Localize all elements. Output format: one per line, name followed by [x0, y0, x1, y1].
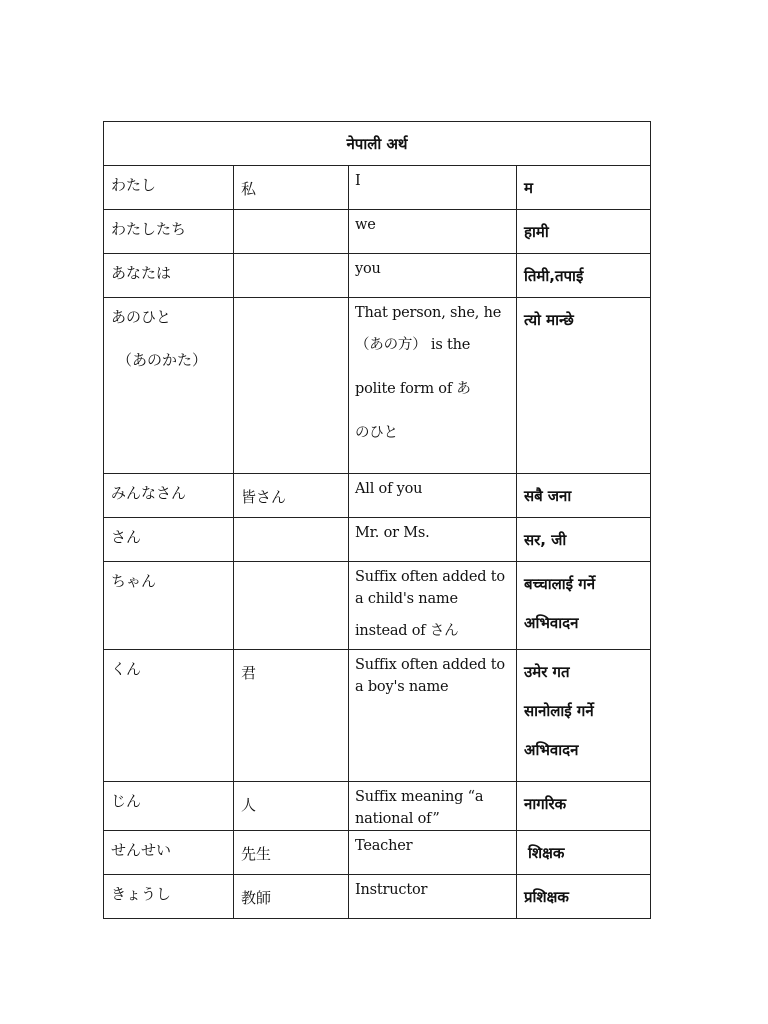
- table-row: [104, 875, 651, 919]
- kanji-cell: [234, 298, 349, 474]
- english-cell: [349, 298, 517, 474]
- table-row: [104, 298, 651, 474]
- english-cell: Suffix often added to a boy's name: [349, 650, 517, 782]
- english-note: のひと: [355, 425, 398, 441]
- english-cell: I: [349, 166, 517, 210]
- nepali-cell: [517, 650, 651, 782]
- kanji-cell: [234, 254, 349, 298]
- table-row: [104, 166, 651, 210]
- reading-cell: せんせい: [104, 831, 234, 875]
- reading-cell: みんなさん: [104, 474, 234, 518]
- nepali-text: बच्चालाई गर्ने: [524, 575, 596, 593]
- nepali-cell: सर, जी: [517, 518, 651, 562]
- kanji-cell: 教師: [234, 875, 349, 919]
- english-cell: Suffix meaning “a national of”: [349, 782, 517, 831]
- kanji-cell: [234, 210, 349, 254]
- english-cell: you: [349, 254, 517, 298]
- english-cell: All of you: [349, 474, 517, 518]
- nepali-text: सानोलाई गर्ने: [524, 702, 594, 720]
- english-cell: [349, 562, 517, 650]
- reading-cell: くん: [104, 650, 234, 782]
- nepali-cell: नागरिक: [517, 782, 651, 831]
- nepali-cell: म: [517, 166, 651, 210]
- reading-cell: あなたは: [104, 254, 234, 298]
- reading-cell: さん: [104, 518, 234, 562]
- reading-cell: ちゃん: [104, 562, 234, 650]
- nepali-cell: हामी: [517, 210, 651, 254]
- nepali-cell: त्यो मान्छे: [517, 298, 651, 474]
- kanji-cell: 私: [234, 166, 349, 210]
- table-row: [104, 650, 651, 782]
- english-text: Suffix often added to a child's name: [355, 569, 505, 607]
- english-cell: Teacher: [349, 831, 517, 875]
- reading-cell: わたしたち: [104, 210, 234, 254]
- vocabulary-table: [103, 121, 651, 919]
- english-note: polite form of あ: [355, 381, 471, 397]
- reading-alt-text: （あのかた）: [117, 351, 208, 369]
- nepali-cell: शिक्षक: [517, 831, 651, 875]
- reading-text: あのひと: [111, 308, 172, 326]
- table-row: [104, 518, 651, 562]
- english-cell: Mr. or Ms.: [349, 518, 517, 562]
- kanji-cell: [234, 518, 349, 562]
- table-row: [104, 474, 651, 518]
- nepali-text: अभिवादन: [524, 741, 579, 759]
- nepali-text: अभिवादन: [524, 614, 579, 632]
- english-text: That person, she, he: [355, 305, 502, 321]
- reading-cell: じん: [104, 782, 234, 831]
- table-row: [104, 782, 651, 831]
- nepali-cell: तिमी,तपाई: [517, 254, 651, 298]
- reading-cell: [104, 298, 234, 474]
- nepali-cell: [517, 562, 651, 650]
- english-note: instead of さん: [355, 623, 459, 639]
- table-header-row: [104, 122, 651, 166]
- reading-cell: きょうし: [104, 875, 234, 919]
- reading-cell: わたし: [104, 166, 234, 210]
- table-header: नेपाली अर्थ: [104, 122, 651, 166]
- nepali-cell: प्रशिक्षक: [517, 875, 651, 919]
- nepali-text: उमेर गत: [524, 663, 570, 681]
- table-row: [104, 254, 651, 298]
- kanji-cell: 先生: [234, 831, 349, 875]
- kanji-cell: 君: [234, 650, 349, 782]
- english-cell: Instructor: [349, 875, 517, 919]
- nepali-cell: सबै जना: [517, 474, 651, 518]
- kanji-cell: 皆さん: [234, 474, 349, 518]
- table-row: [104, 210, 651, 254]
- table-row: [104, 831, 651, 875]
- kanji-cell: [234, 562, 349, 650]
- table-row: [104, 562, 651, 650]
- english-cell: we: [349, 210, 517, 254]
- kanji-cell: 人: [234, 782, 349, 831]
- english-note: （あの方） is the: [355, 337, 471, 353]
